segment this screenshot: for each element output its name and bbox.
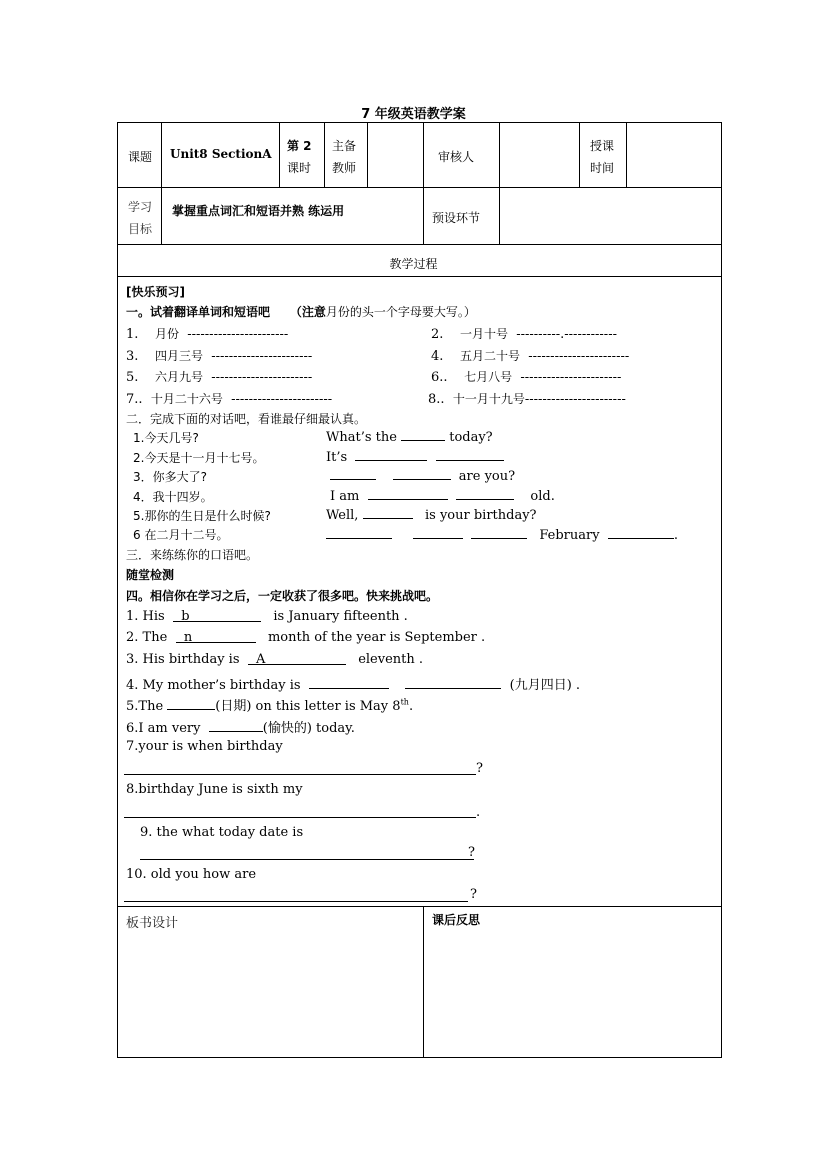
vocab-item: 4. 五月二十号 ----------------------- — [431, 349, 630, 364]
test-question: 2. The n month of the year is September . — [126, 630, 486, 645]
part1-title-text: 一。试着翻译单词和短语吧 — [126, 305, 271, 319]
answer-end: ? — [470, 887, 477, 902]
part2-title: 二．完成下面的对话吧，看谁最仔细最认真。 — [126, 412, 367, 426]
goal-label-1: 学习 — [128, 200, 153, 214]
answer-line — [140, 859, 474, 860]
vocab-item: 1. 月份 ----------------------- — [126, 327, 289, 342]
answer-blank — [326, 526, 392, 539]
test-question: 10. old you how are — [126, 867, 257, 882]
dialog-en: It’s — [326, 448, 504, 465]
dialog-en: are you? — [330, 467, 515, 484]
part1-note-bold: （注意 — [289, 305, 326, 319]
answer-end: . — [476, 805, 481, 820]
col-divider — [324, 122, 325, 187]
row-divider — [117, 906, 722, 907]
answer-blank — [330, 467, 376, 480]
answer-end: ? — [476, 761, 483, 776]
dialog-cn: 2.今天是十一月十七号。 — [133, 451, 265, 465]
part1-title — [126, 303, 476, 320]
answer-line — [124, 901, 468, 902]
test-question: 3. His birthday is A eleventh . — [126, 652, 424, 667]
dialog-cn: 3．你多大了? — [133, 470, 208, 484]
answer-blank — [355, 448, 427, 461]
answer-blank — [608, 526, 674, 539]
answer-blank — [413, 526, 463, 539]
answer-blank — [167, 697, 215, 710]
test-question: 7.your is when birthday — [126, 739, 283, 754]
lesson-time-label-2: 时间 — [590, 161, 615, 175]
answer-line — [124, 817, 476, 818]
answer-blank — [401, 428, 445, 441]
dialog-en: Well, is your birthday? — [326, 508, 537, 523]
col-divider — [499, 187, 500, 244]
answer-blank — [309, 676, 389, 689]
answer-blank: b — [173, 609, 261, 622]
dialog-en: What’s the today? — [326, 430, 493, 445]
answer-blank — [363, 506, 413, 519]
vocab-item: 5. 六月九号 ----------------------- — [126, 370, 313, 385]
reflection-label: 课后反思 — [432, 913, 481, 927]
dialog-en: February . — [326, 526, 678, 543]
goal-value: 掌握重点词汇和短语并熟 练运用 — [172, 204, 345, 218]
dialog-cn: 4．我十四岁。 — [133, 490, 213, 504]
preset-label: 预设环节 — [432, 211, 481, 225]
topic-label: 课题 — [128, 150, 153, 164]
board-design-label: 板书设计 — [126, 916, 179, 931]
topic-value: Unit8 SectionA — [170, 147, 272, 161]
test-heading: 随堂检测 — [126, 568, 175, 582]
period-label-2: 课时 — [287, 161, 312, 175]
vocab-item: 6.. 七月八号 ----------------------- — [431, 370, 622, 385]
vocab-item: 8.. 十一月十九号----------------------- — [428, 392, 626, 407]
answer-blank — [368, 487, 448, 500]
dialog-cn: 6 在二月十二号。 — [133, 528, 229, 542]
vocab-item: 7.. 十月二十六号 ----------------------- — [126, 392, 333, 407]
goal-label-2: 目标 — [128, 222, 153, 236]
answer-blank — [209, 719, 263, 732]
preview-heading: [快乐预习] — [126, 285, 185, 299]
answer-blank: A — [248, 652, 346, 665]
vocab-item: 3. 四月三号 ----------------------- — [126, 349, 313, 364]
col-divider — [626, 122, 627, 187]
part1-note: 月份的头一个字母要大写。） — [325, 305, 476, 319]
answer-blank — [405, 676, 501, 689]
test-question: 5.The (日期) on this letter is May 8th. — [126, 697, 414, 714]
teacher-label-1: 主备 — [332, 139, 357, 153]
col-divider — [579, 122, 580, 187]
reviewer-label: 审核人 — [438, 150, 475, 164]
teacher-label-2: 教师 — [332, 161, 357, 175]
answer-blank — [471, 526, 527, 539]
vocab-item: 2. 一月十号 ----------.------------ — [431, 327, 617, 342]
col-divider — [367, 122, 368, 187]
row-divider — [117, 187, 722, 188]
answer-end: ? — [468, 845, 475, 860]
test-question: 8.birthday June is sixth my — [126, 782, 303, 797]
col-divider — [279, 122, 280, 187]
part4-title: 四。相信你在学习之后，一定收获了很多吧。快来挑战吧。 — [126, 589, 439, 603]
test-question: 9. the what today date is — [140, 825, 304, 840]
test-question: 1. His b is January fifteenth . — [126, 609, 408, 624]
dialog-cn: 1.今天几号? — [133, 431, 199, 445]
test-question: 6.I am very (愉快的) today. — [126, 721, 355, 736]
dialog-cn: 5.那你的生日是什么时候? — [133, 509, 271, 523]
test-question: 4. My mother’s birthday is (九月四日) . — [126, 678, 581, 693]
answer-blank: n — [176, 630, 256, 643]
answer-blank — [436, 448, 504, 461]
page-title: 7 年级英语教学案 — [361, 107, 466, 122]
col-divider — [161, 122, 162, 244]
process-label: 教学过程 — [389, 257, 438, 271]
lesson-time-label-1: 授课 — [590, 139, 615, 153]
row-divider — [117, 276, 722, 277]
col-divider — [499, 122, 500, 187]
answer-line — [124, 774, 476, 775]
row-divider — [117, 244, 722, 245]
answer-blank — [456, 487, 514, 500]
col-divider — [423, 906, 424, 1058]
col-divider — [423, 122, 424, 244]
dialog-en: I am old. — [330, 489, 555, 504]
period-label-1: 第 2 — [287, 139, 312, 153]
part3-title: 三．来练练你的口语吧。 — [126, 548, 259, 562]
answer-blank — [393, 467, 451, 480]
